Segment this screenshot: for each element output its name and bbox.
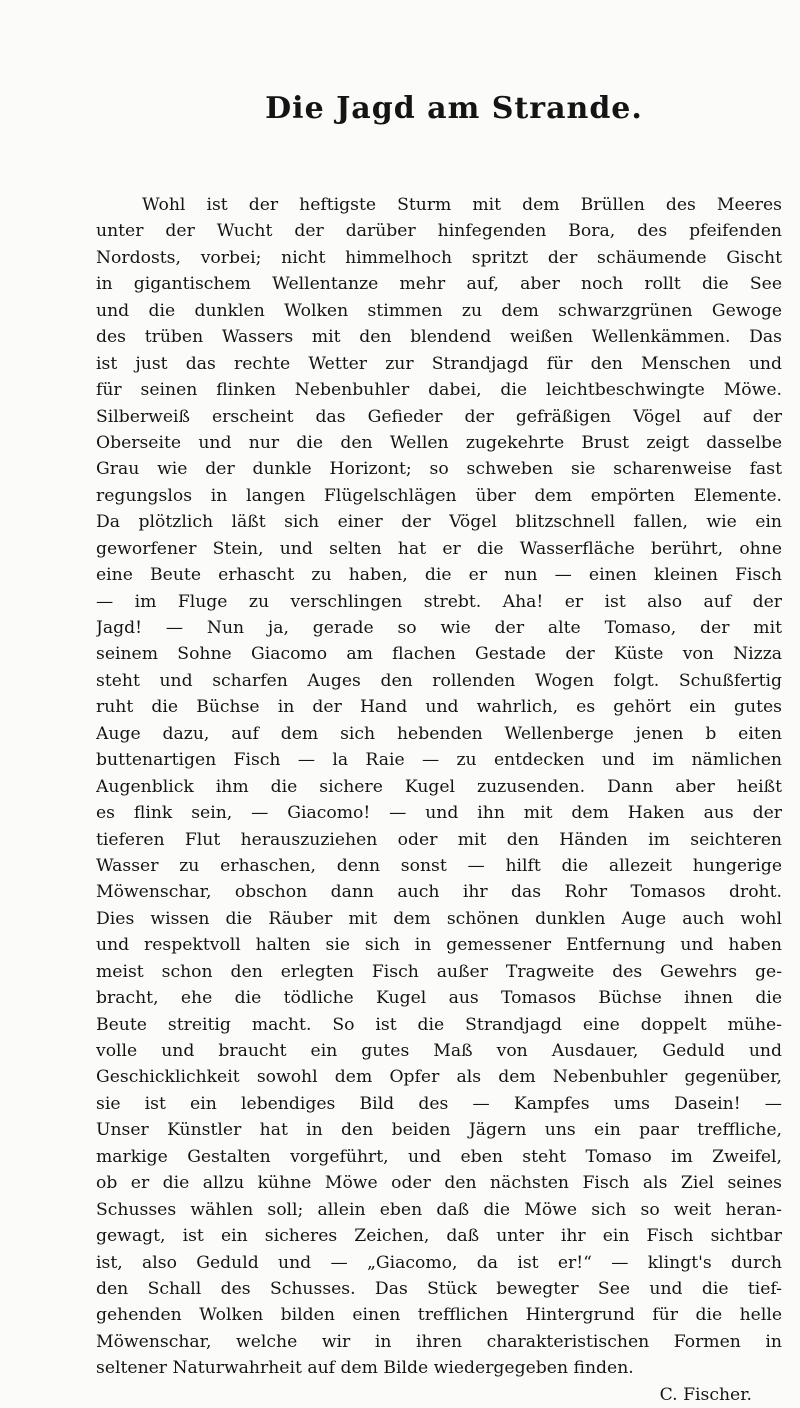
text-line: in gigantischem Wellentanze mehr auf, aber noch rollt die See — [96, 274, 782, 295]
text-line: ruht die Büchse in der Hand und wahrlich, es gehört ein gutes — [96, 697, 782, 718]
text-line: Wohl ist der heftigste Sturm mit dem Brüllen des Meeres — [142, 195, 782, 215]
text-line: Grau wie der dunkle Horizont; so schweben sie scharenweise fast — [96, 459, 782, 480]
text-line: geworfener Stein, und selten hat er die Wasserfläche berührt, ohne — [96, 538, 782, 559]
text-line: es flink sein, — Giacomo! — und ihn mit dem Haken aus der — [96, 803, 782, 824]
text-line: unter der Wucht der darüber hinfegenden Bora, des pfeifenden — [96, 221, 782, 242]
text-line: Schusses wählen soll; allein eben daß die Möwe sich so weit heran- — [96, 1199, 782, 1220]
text-line: ist just das rechte Wetter zur Strandjagd für den Menschen und — [96, 353, 782, 374]
text-line: — im Fluge zu verschlingen strebt. Aha! er ist also auf der — [96, 591, 782, 612]
text-line: Wasser zu erhaschen, denn sonst — hilft die allezeit hungerige — [96, 855, 782, 876]
text-line: Dies wissen die Räuber mit dem schönen dunklen Auge auch wohl — [96, 908, 782, 929]
text-line: regungslos in langen Flügelschlägen über dem empörten Elemente. — [96, 485, 782, 506]
text-line: seltener Naturwahrheit auf dem Bilde wiedergegeben finden. — [96, 1358, 634, 1379]
text-line: und respektvoll halten sie sich in gemessener Entfernung und haben — [96, 935, 782, 956]
text-line: gewagt, ist ein sicheres Zeichen, daß unter ihr ein Fisch sichtbar — [96, 1226, 782, 1247]
text-line: des trüben Wassers mit den blendend weißen Wellenkämmen. Das — [96, 327, 782, 348]
text-line: gehenden Wolken bilden einen trefflichen Hintergrund für die helle — [96, 1305, 782, 1326]
text-line: Möwenschar, obschon dann auch ihr das Rohr Tomasos droht. — [96, 882, 782, 903]
author-signature: C. Fischer. — [659, 1384, 752, 1405]
text-line: ist, also Geduld und — „Giacomo, da ist er!“ — klingt's durch — [96, 1252, 782, 1273]
text-line: eine Beute erhascht zu haben, die er nun — einen kleinen Fisch — [96, 565, 782, 586]
text-line: Beute streitig macht. So ist die Strandjagd eine doppelt mühe- — [96, 1014, 782, 1035]
text-line: Jagd! — Nun ja, gerade so wie der alte Tomaso, der mit — [96, 618, 782, 638]
text-line: den Schall des Schusses. Das Stück bewegter See und die tief- — [96, 1278, 782, 1299]
text-line: buttenartigen Fisch — la Raie — zu entdecken und im nämlichen — [96, 750, 782, 771]
text-line: volle und braucht ein gutes Maß von Ausdauer, Geduld und — [96, 1041, 782, 1061]
text-line: Geschicklichkeit sowohl dem Opfer als dem Nebenbuhler gegenüber, — [96, 1067, 782, 1088]
text-line: bracht, ehe die tödliche Kugel aus Tomasos Büchse ihnen die — [96, 988, 782, 1009]
text-line: Nordosts, vorbei; nicht himmelhoch spritzt der schäumende Gischt — [96, 247, 782, 268]
text-line: Möwenschar, welche wir in ihren charakteristischen Formen in — [96, 1331, 782, 1352]
text-line: Augenblick ihm die sichere Kugel zuzusenden. Dann aber heißt — [96, 776, 782, 797]
text-line: sie ist ein lebendiges Bild des — Kampfes ums Dasein! — — [96, 1093, 782, 1114]
text-line: tieferen Flut herauszuziehen oder mit den Händen im seichteren — [96, 829, 782, 850]
text-line: ob er die allzu kühne Möwe oder den nächsten Fisch als Ziel seines — [96, 1173, 782, 1194]
text-line: Silberweiß erscheint das Gefieder der gefräßigen Vögel auf der — [96, 406, 782, 427]
text-line: Auge dazu, auf dem sich hebenden Wellenberge jenen b eiten — [96, 723, 782, 744]
text-line: Unser Künstler hat in den beiden Jägern uns ein paar treffliche, — [96, 1120, 782, 1141]
text-line: seinem Sohne Giacomo am flachen Gestade der Küste von Nizza — [96, 644, 782, 665]
article-body — [96, 192, 782, 1382]
text-line: Da plötzlich läßt sich einer der Vögel blitzschnell fallen, wie ein — [96, 512, 782, 533]
text-line: für seinen flinken Nebenbuhler dabei, die leichtbeschwingte Möwe. — [96, 380, 782, 401]
text-line: markige Gestalten vorgeführt, und eben steht Tomaso im Zweifel, — [96, 1146, 782, 1167]
article-title: Die Jagd am Strande. — [265, 91, 643, 126]
text-line: und die dunklen Wolken stimmen zu dem schwarzgrünen Gewoge — [96, 300, 782, 321]
text-line: steht und scharfen Auges den rollenden Wogen folgt. Schußfertig — [96, 670, 782, 691]
text-line: Oberseite und nur die den Wellen zugekehrte Brust zeigt dasselbe — [96, 432, 782, 453]
text-line: meist schon den erlegten Fisch außer Tragweite des Gewehrs ge- — [96, 961, 782, 982]
